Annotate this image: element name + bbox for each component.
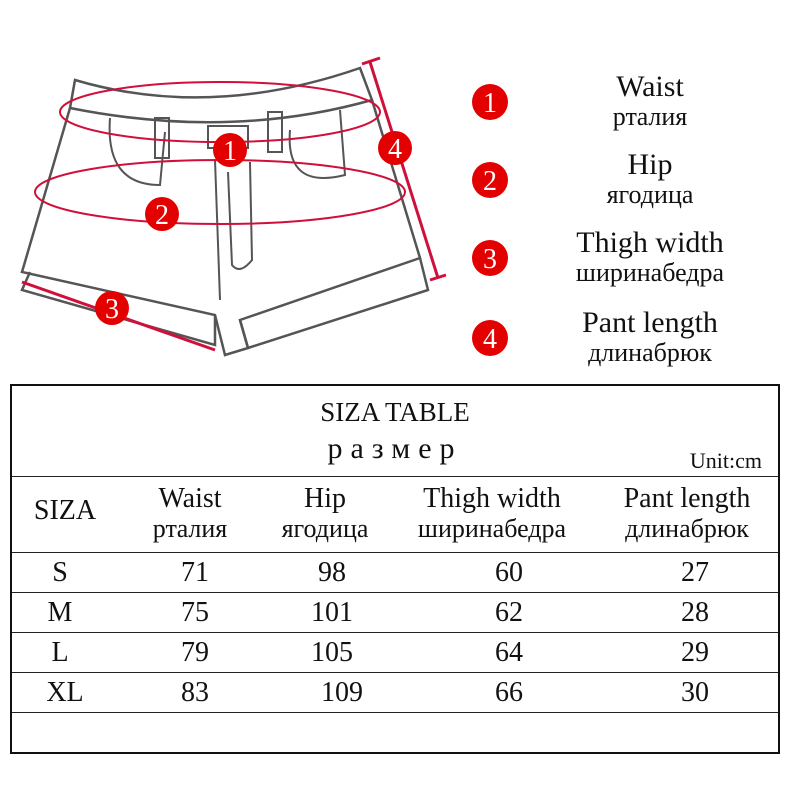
shorts-measurement-diagram [0, 40, 460, 380]
hip-measure-line [35, 160, 405, 224]
header-hip: Hip ягодица [281, 483, 369, 543]
table-divider [12, 672, 778, 673]
length-cell: 27 [681, 557, 709, 588]
table-divider [12, 632, 778, 633]
length-cell: 28 [681, 597, 709, 628]
legend-hip [470, 148, 770, 218]
fly-seam [215, 160, 252, 300]
header-waist: Waist ртaлия [152, 483, 228, 543]
thigh-cell: 62 [495, 597, 523, 628]
table-divider [12, 712, 778, 713]
waist-measure-line [60, 82, 380, 142]
legend-label-ru: ягодица [606, 180, 694, 209]
table-row [12, 674, 778, 712]
legend-label-en: Thigh width [576, 226, 724, 259]
waist-cell: 71 [181, 557, 209, 588]
legend-thigh-width [470, 226, 770, 296]
number-2-icon [470, 160, 510, 200]
number-4-icon [470, 318, 510, 358]
size-cell: S [52, 557, 68, 588]
legend-pant-length [470, 306, 770, 376]
diagram-marker-1 [213, 133, 247, 167]
hip-cell: 101 [311, 597, 353, 628]
size-cell: L [51, 637, 69, 668]
table-row [12, 594, 778, 632]
hip-cell: 105 [311, 637, 353, 668]
length-cell: 30 [681, 677, 709, 708]
svg-text:3: 3 [483, 244, 497, 275]
table-divider [12, 592, 778, 593]
table-row [12, 554, 778, 592]
number-1-icon [470, 82, 510, 122]
svg-text:2: 2 [155, 200, 169, 231]
waistband [70, 68, 372, 122]
table-row [12, 634, 778, 672]
header-thigh-width: Thigh width ширинабедра [417, 483, 567, 543]
table-divider [12, 476, 778, 477]
left-pocket [110, 118, 165, 185]
size-cell: M [47, 597, 73, 628]
length-measure-line [370, 62, 438, 278]
legend-label-ru: ширинабедра [575, 258, 725, 287]
legend-label-en: Hip [627, 148, 673, 181]
right-cuff [240, 258, 428, 348]
diagram-marker-2 [145, 197, 179, 231]
belt-loop [155, 118, 169, 158]
hip-cell: 98 [318, 557, 346, 588]
header-size: SIZA [33, 495, 97, 526]
svg-text:4: 4 [388, 134, 402, 165]
header-pant-length: Pant length длинабрюк [623, 483, 751, 543]
number-3-icon [470, 238, 510, 278]
svg-text:2: 2 [483, 166, 497, 197]
size-table [10, 384, 780, 754]
legend-label-ru: ртaлия [612, 102, 688, 131]
table-divider [12, 552, 778, 553]
svg-text:4: 4 [483, 324, 497, 355]
thigh-cell: 60 [495, 557, 523, 588]
table-title: SIZA TABLE [320, 397, 470, 427]
diagram-marker-4 [378, 131, 412, 165]
legend-label-en: Pant length [582, 306, 718, 339]
svg-text:1: 1 [223, 136, 237, 167]
size-cell: XL [46, 677, 84, 708]
svg-text:3: 3 [105, 294, 119, 325]
diagram-marker-3 [95, 291, 129, 325]
length-cell: 29 [681, 637, 709, 668]
unit-label: Unit:cm [689, 448, 762, 473]
table-subtitle: размер [327, 432, 463, 465]
legend-label-ru: длинабрюк [588, 338, 712, 367]
thigh-cell: 64 [495, 637, 523, 668]
hip-cell: 109 [321, 677, 363, 708]
legend-waist [470, 70, 770, 140]
svg-text:1: 1 [483, 88, 497, 119]
thigh-cell: 66 [495, 677, 523, 708]
waist-cell: 79 [181, 637, 209, 668]
waist-cell: 75 [181, 597, 209, 628]
waist-cell: 83 [181, 677, 209, 708]
legend-label-en: Waist [616, 70, 684, 103]
